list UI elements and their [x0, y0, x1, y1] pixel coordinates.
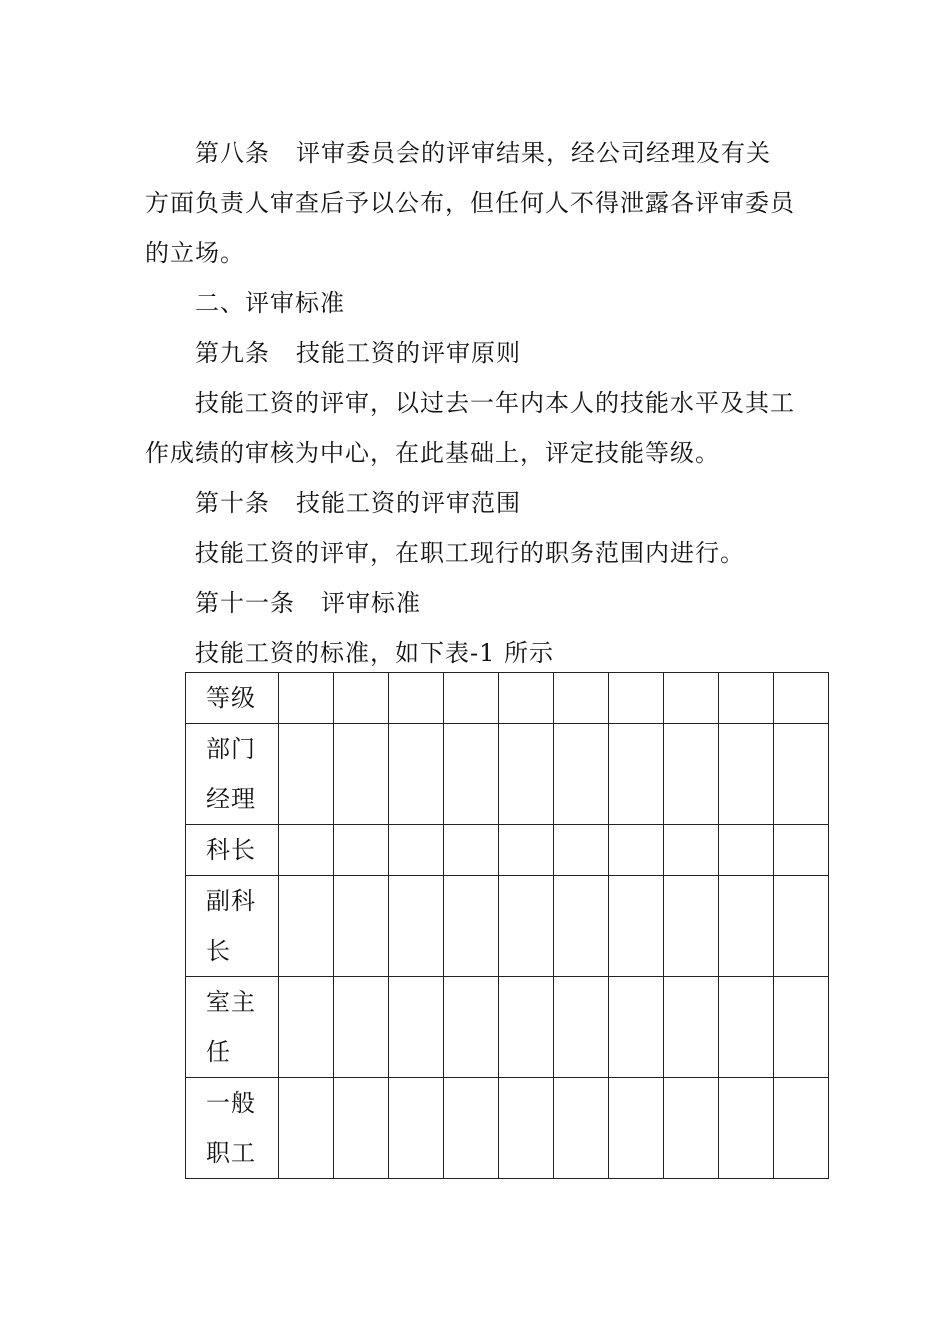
- table-cell: [279, 825, 334, 876]
- table-cell: [389, 977, 444, 1078]
- table-cell: [279, 1078, 334, 1179]
- row-label-cell: [186, 876, 279, 977]
- table-cell: [444, 876, 499, 977]
- table-cell: [444, 724, 499, 825]
- article-9-body: 技能工资的评审，以过去一年内本人的技能水平及其工作成绩的审核为中心，在此基础上，评定技能等级。: [145, 389, 795, 467]
- table-cell: [609, 724, 664, 825]
- table-caption: 技能工资的标准，如下表-1 所示: [195, 639, 555, 667]
- table-cell: [664, 724, 719, 825]
- table-cell: [719, 876, 774, 977]
- article-8-body: 评审委员会的评审结果，经公司经理及有关方面负责人审查后予以公布，但任何人不得泄露各评审委员的立场。: [145, 139, 795, 267]
- table-cell: [389, 825, 444, 876]
- row-label-cell: [186, 1078, 279, 1179]
- table-cell: [499, 673, 554, 724]
- table-cell: [774, 673, 829, 724]
- row-label-cell: [186, 825, 279, 876]
- table-cell: [389, 673, 444, 724]
- table-cell: [719, 977, 774, 1078]
- table-cell: [554, 724, 609, 825]
- article-11-paragraph: [145, 578, 795, 628]
- section-2-heading: 二、评审标准: [195, 289, 345, 317]
- table-cell: [444, 825, 499, 876]
- row-label-cell: [186, 977, 279, 1078]
- article-10-title: 技能工资的评审范围: [296, 489, 521, 517]
- table-cell: [499, 825, 554, 876]
- table-cell: [664, 977, 719, 1078]
- table-row: [186, 876, 829, 977]
- table-cell: [554, 673, 609, 724]
- skill-wage-table: [185, 672, 829, 1179]
- table-cell: [499, 977, 554, 1078]
- table-row: [186, 724, 829, 825]
- table-cell: [664, 825, 719, 876]
- row-label: 一般职工: [206, 1089, 256, 1167]
- table-cell: [719, 1078, 774, 1179]
- table-row: [186, 977, 829, 1078]
- table-cell: [334, 977, 389, 1078]
- article-9-heading: 第九条: [195, 339, 270, 367]
- table-cell: [389, 876, 444, 977]
- table-row: [186, 673, 829, 724]
- table-cell: [774, 876, 829, 977]
- article-9-title: 技能工资的评审原则: [296, 339, 521, 367]
- row-label: 科长: [206, 836, 256, 864]
- table-cell: [499, 876, 554, 977]
- article-10-heading: 第十条: [195, 489, 270, 517]
- table-cell: [554, 825, 609, 876]
- table-cell: [554, 977, 609, 1078]
- table-row: [186, 825, 829, 876]
- article-10-paragraph: [145, 478, 795, 528]
- table-cell: [609, 876, 664, 977]
- table-cell: [334, 724, 389, 825]
- row-label: 部门经理: [206, 735, 256, 813]
- table-cell: [719, 724, 774, 825]
- table-cell: [609, 673, 664, 724]
- table-cell: [774, 1078, 829, 1179]
- table-cell: [279, 977, 334, 1078]
- table-cell: [774, 825, 829, 876]
- table-cell: [334, 825, 389, 876]
- table-cell: [389, 1078, 444, 1179]
- table-cell: [664, 876, 719, 977]
- article-11-title: 评审标准: [321, 589, 421, 617]
- table-cell: [499, 1078, 554, 1179]
- article-11-heading: 第十一条: [195, 589, 295, 617]
- table-cell: [499, 724, 554, 825]
- table-cell: [609, 977, 664, 1078]
- table-row: [186, 1078, 829, 1179]
- table-cell: [664, 1078, 719, 1179]
- table-cell: [444, 673, 499, 724]
- table-cell: [609, 1078, 664, 1179]
- table-cell: [334, 673, 389, 724]
- table-cell: [334, 876, 389, 977]
- table-cell: [444, 977, 499, 1078]
- table-cell: [279, 724, 334, 825]
- table-cell: [774, 977, 829, 1078]
- row-label: 副科长: [206, 887, 256, 965]
- table-cell: [719, 825, 774, 876]
- table-cell: [334, 1078, 389, 1179]
- table-cell: [389, 724, 444, 825]
- row-label-cell: [186, 724, 279, 825]
- article-9-paragraph: [145, 328, 795, 378]
- article-10-body: 技能工资的评审，在职工现行的职务范围内进行。: [195, 539, 745, 567]
- table-cell: [444, 1078, 499, 1179]
- table-cell: [719, 673, 774, 724]
- article-8-heading: 第八条: [195, 139, 270, 167]
- table-cell: [279, 673, 334, 724]
- table-cell: [774, 724, 829, 825]
- table-cell: [609, 825, 664, 876]
- article-8-paragraph: [145, 128, 795, 278]
- table-cell: [554, 1078, 609, 1179]
- table-cell: [554, 876, 609, 977]
- row-label-cell: [186, 673, 279, 724]
- table-cell: [279, 876, 334, 977]
- row-label: 室主任: [206, 988, 256, 1066]
- row-label: 等级: [206, 684, 256, 712]
- table-cell: [664, 673, 719, 724]
